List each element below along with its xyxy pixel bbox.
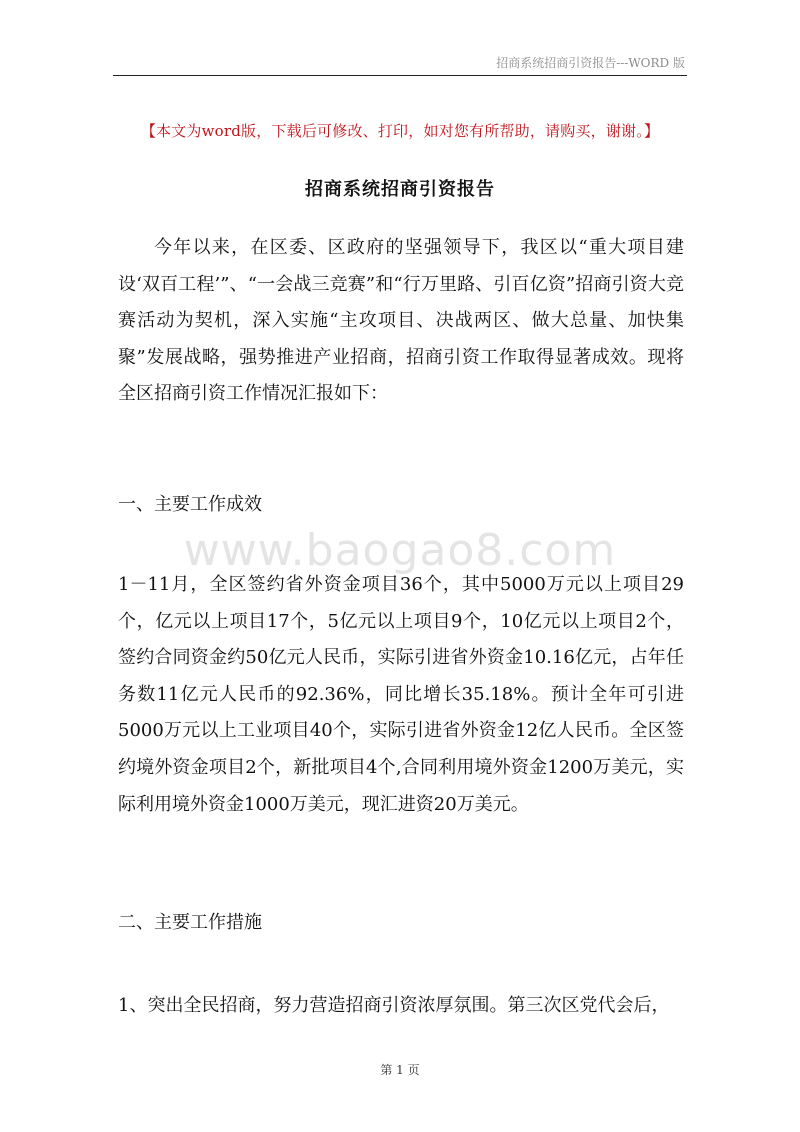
measures-paragraph: 1、突出全民招商，努力营造招商引资浓厚氛围。第三次区党代会后， xyxy=(118,995,670,1016)
purchase-notice: 【本文为word版，下载后可修改、打印，如对您有所帮助，请购买，谢谢。】 xyxy=(140,122,660,140)
section-heading-measures: 二、主要工作措施 xyxy=(118,912,262,933)
document-title: 招商系统招商引资报告 xyxy=(305,179,495,200)
section-heading-results: 一、主要工作成效 xyxy=(118,494,262,515)
intro-paragraph: 今年以来，在区委、区政府的坚强领导下，我区以“重大项目建设‘双百工程’”、“一会战三竞赛”和“行万里路、引百亿资”招商引资大竞赛活动为契机，深入实施“主攻项目、决战两区、做大总量、加快集聚”发展战略，强势推进产业招商，招商引资工作取得显著成效。现将全区招商引资工作情况汇报如下： xyxy=(118,237,684,405)
watermark: www.baogao8.com xyxy=(183,525,617,576)
header-divider xyxy=(113,75,687,76)
results-paragraph: 1－11月，全区签约省外资金项目36个，其中5000万元以上项目29个，亿元以上项目17个，5亿元以上项目9个，10亿元以上项目2个，签约合同资金约50亿元人民币，实际引进省外资金10.16亿元，占年任务数11亿元人民币的92.36%，同比增长35.18%。预计全年可引进5000万元以上工业项目40个，实际引进省外资金12亿人民币。全区签约境外资金项目2个，新批项目4个,合同利用境外资金1200万美元，实际利用境外资金1000万美元，现汇进资20万美元。 xyxy=(118,574,684,815)
page-header: 招商系统招商引资报告---WORD 版 xyxy=(496,56,685,70)
page-number: 第 1 页 xyxy=(380,1063,420,1077)
